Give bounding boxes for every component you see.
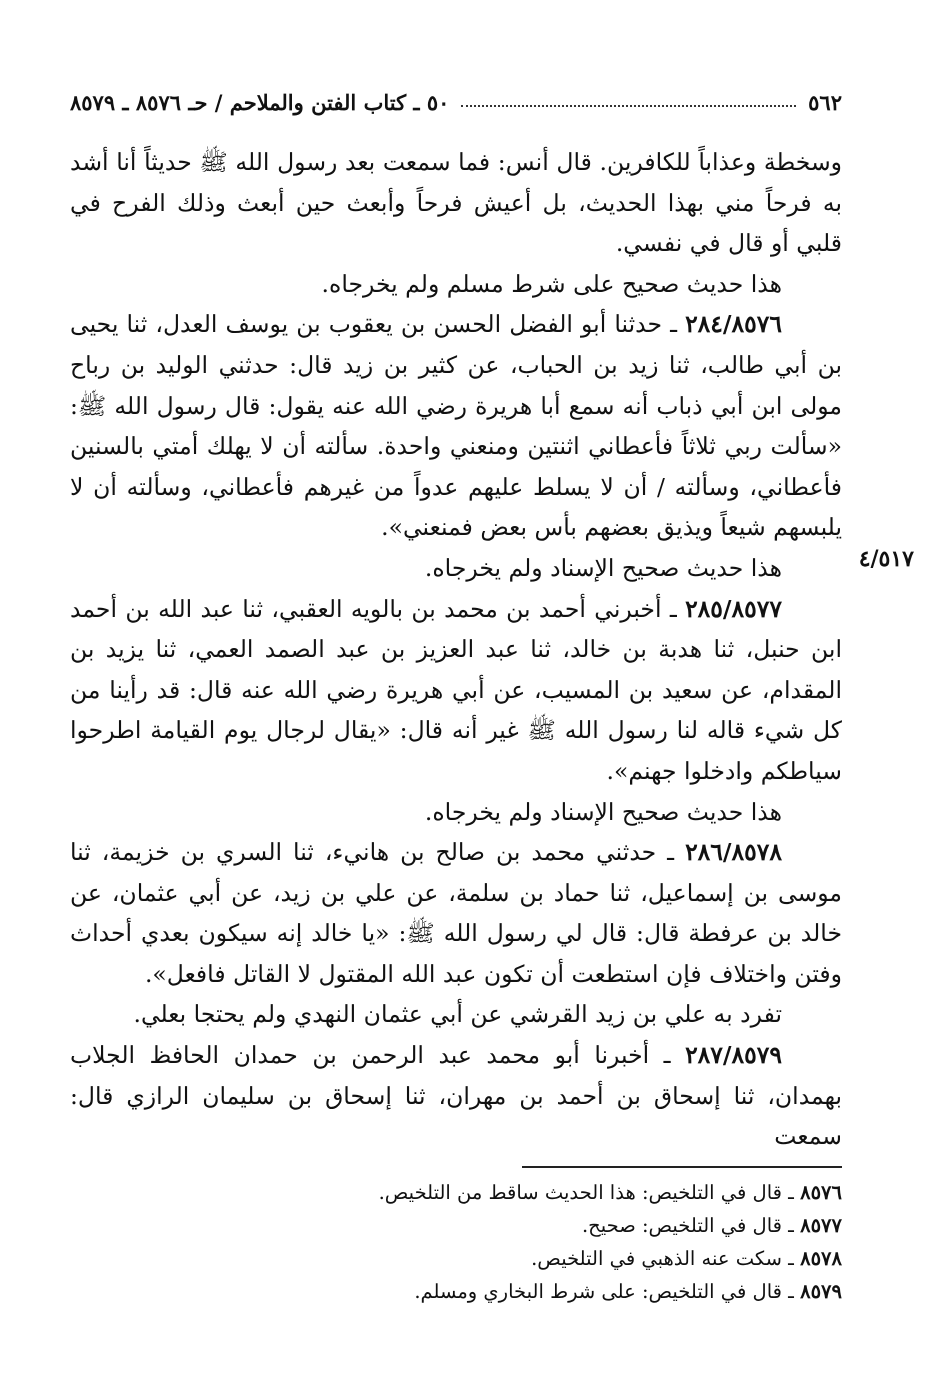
paragraph: [70, 264, 842, 305]
footnote: [70, 1176, 842, 1209]
footnotes: [70, 1176, 842, 1308]
paragraph: [70, 548, 842, 589]
footnote-text: ـ سكت عنه الذهبي في التلخيص.: [531, 1247, 801, 1270]
footnote-number: ٨٥٧٧: [800, 1214, 842, 1237]
main-text: [70, 142, 842, 1157]
footnote: [70, 1242, 842, 1275]
footnote-text: ـ قال في التلخيص: صحيح.: [581, 1214, 801, 1237]
paragraph-text: وسخطة وعذاباً للكافرين. قال أنس: فما سمعت بعد رسول الله ﷺ حديثاً أنا أشد به فرحاً مني بهذا الحديث، بل أعيش فرحاً وأبعث حين أبعث وذلك الفرح في قلبي أو قال في نفسي.: [70, 148, 842, 258]
page-header: [70, 84, 842, 120]
paragraph-text: هذا حديث صحيح الإسناد ولم يخرجاه.: [424, 553, 782, 582]
paragraph-text: ـ حدثنا أبو الفضل الحسن بن يعقوب بن يوسف العدل، ثنا يحيى بن أبي طالب، ثنا زيد بن الحباب، عن كثير بن زيد قال: حدثني الوليد بن رباح مولى ابن أبي ذباب أنه سمع أبا هريرة رضي الله عنه يقول: قال رسول الله ﷺ: «سألت ربي ثلاثاً فأعطاني اثنتين ومنعني واحدة. سألته أن لا يهلك أمتي بالسنين فأعطاني، وسألته / أن لا يسلط عليهم عدواً من غيرهم فأعطاني، وسألته أن لا يلبسهم شيعاً ويذيق بعضهم بأس بعض فمنعني».: [70, 310, 842, 542]
header-dot-leader: [461, 105, 796, 107]
margin-volume-page-note: ٤/٥١٧: [858, 546, 914, 572]
footnote-number: ٨٥٧٨: [800, 1247, 842, 1270]
footnote: [70, 1209, 842, 1242]
footnote-text: ـ قال في التلخيص: هذا الحديث ساقط من التلخيص.: [378, 1181, 801, 1204]
paragraph-text: ـ أخبرني أحمد بن محمد بن بالويه العقبي، ثنا عبد الله بن أحمد ابن حنبل، ثنا هدبة بن خالد، ثنا عبد العزيز بن عبد الصمد العمي، ثنا يزيد بن المقدام، عن سعيد بن المسيب، عن أبي هريرة رضي الله عنه قال: قد رأينا من كل شيء قاله لنا رسول الله ﷺ غير أنه قال: «يقال لرجال يوم القيامة اطرحوا سياطكم وادخلوا جهنم».: [70, 594, 842, 785]
running-title: ٥٠ ـ كتاب الفتن والملاحم / حـ ٨٥٧٦ ـ ٨٥٧٩: [70, 89, 450, 115]
hadith-paragraph: [70, 589, 842, 792]
footnote: [70, 1275, 842, 1308]
hadith-number: ٢٨٤/٨٥٧٦: [685, 310, 782, 339]
paragraph: [70, 142, 842, 264]
footnote-divider: [522, 1166, 842, 1168]
paragraph-text: تفرد به علي بن زيد القرشي عن أبي عثمان النهدي ولم يحتجا بعلي.: [133, 1000, 782, 1029]
page-number: ٥٦٢: [808, 89, 842, 115]
paragraph-text: ـ حدثني محمد بن صالح بن هانيء، ثنا السري بن خزيمة، ثنا موسى بن إسماعيل، ثنا حماد بن سلمة، عن علي بن زيد، عن أبي عثمان، عن خالد بن عرفطة قال: قال لي رسول الله ﷺ: «يا خالد إنه سيكون بعدي أحداث وفتن واختلاف فإن استطعت أن تكون عبد الله المقتول لا القاتل فافعل».: [70, 838, 842, 988]
hadith-paragraph: [70, 1035, 842, 1157]
hadith-number: ٢٨٦/٨٥٧٨: [685, 838, 782, 867]
paragraph: [70, 994, 842, 1035]
paragraph-text: هذا حديث صحيح على شرط مسلم ولم يخرجاه.: [321, 269, 782, 298]
hadith-paragraph: [70, 304, 842, 548]
paragraph: [70, 792, 842, 833]
footnote-number: ٨٥٧٩: [800, 1280, 842, 1303]
hadith-number: ٢٨٧/٨٥٧٩: [685, 1041, 782, 1070]
paragraph-text: هذا حديث صحيح الإسناد ولم يخرجاه.: [424, 797, 782, 826]
hadith-paragraph: [70, 832, 842, 994]
paragraph-text: ـ أخبرنا أبو محمد عبد الرحمن بن حمدان الحافظ الجلاب بهمدان، ثنا إسحاق بن أحمد بن مهران، ثنا إسحاق بن سليمان الرازي قال: سمعت: [70, 1041, 842, 1151]
book-page: [70, 70, 914, 1330]
footnote-number: ٨٥٧٦: [800, 1181, 842, 1204]
hadith-number: ٢٨٥/٨٥٧٧: [685, 594, 782, 623]
footnote-text: ـ قال في التلخيص: على شرط البخاري ومسلم.: [414, 1280, 801, 1303]
